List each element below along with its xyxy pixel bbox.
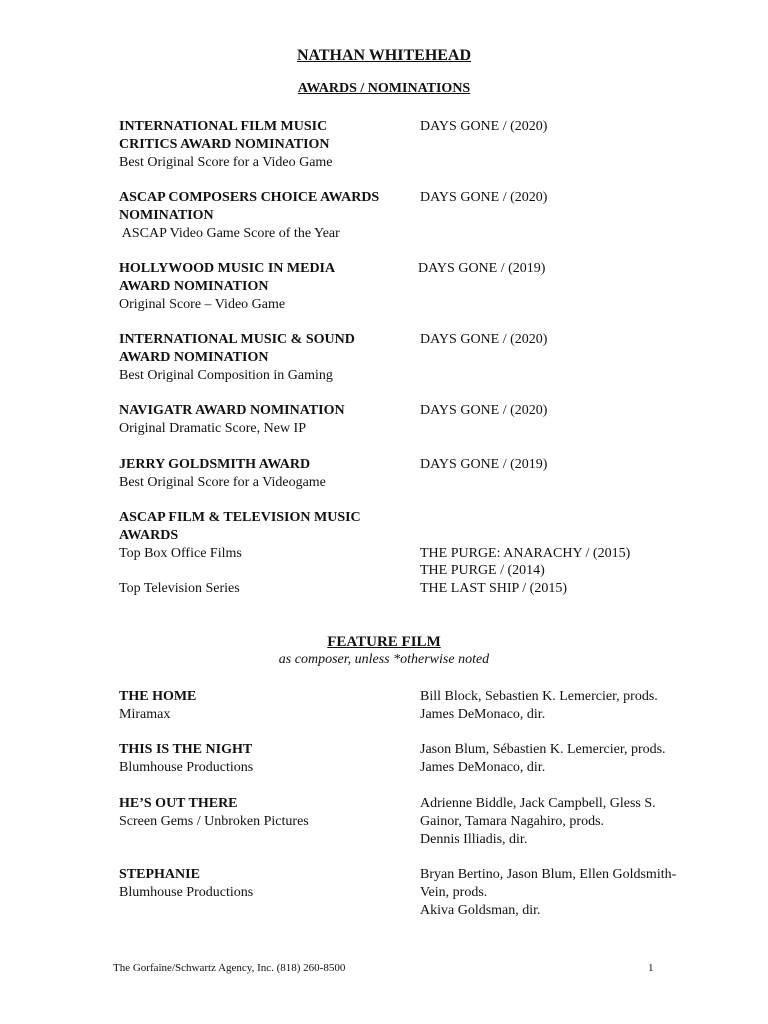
award-category-spacer: [119, 562, 411, 580]
award-title-line: AWARD NOMINATION: [119, 349, 269, 365]
footer-agency: The Gorfaine/Schwartz Agency, Inc. (818) 260-8500: [113, 962, 346, 974]
film-studio: Miramax: [119, 706, 171, 722]
feature-film-note: as composer, unless *otherwise noted: [278, 652, 490, 667]
award-category: Best Original Score for a Videogame: [119, 474, 326, 490]
award-project: DAYS GONE / (2020): [420, 119, 548, 134]
film-studio: Blumhouse Productions: [119, 759, 254, 775]
award-category: Original Dramatic Score, New IP: [119, 420, 306, 436]
award-title-line: INTERNATIONAL FILM MUSIC: [119, 119, 328, 134]
film-credit: Bill Block, Sebastien K. Lemercier, prods.: [420, 689, 658, 704]
award-project: DAYS GONE / (2020): [420, 190, 548, 205]
award-title-line: ASCAP COMPOSERS CHOICE AWARDS: [119, 190, 380, 205]
award-category: Best Original Score for a Video Game: [119, 154, 333, 170]
award-project: THE PURGE / (2014): [420, 563, 545, 579]
award-project: THE LAST SHIP / (2015): [420, 581, 567, 597]
footer-page-number: 1: [648, 962, 654, 974]
award-project: DAYS GONE / (2020): [420, 403, 548, 418]
award-project: DAYS GONE / (2020): [420, 332, 548, 347]
award-title-line: AWARD NOMINATION: [119, 278, 269, 294]
award-project: DAYS GONE / (2019): [420, 457, 548, 472]
film-credit: James DeMonaco, dir.: [420, 706, 546, 722]
film-credit: Dennis Illiadis, dir.: [420, 831, 528, 847]
film-credit: James DeMonaco, dir.: [420, 759, 546, 775]
award-category: Best Original Composition in Gaming: [119, 367, 333, 383]
film-title: THIS IS THE NIGHT: [119, 742, 253, 757]
award-category: ASCAP Video Game Score of the Year: [119, 225, 340, 241]
film-credit: Adrienne Biddle, Jack Campbell, Gless S.: [420, 796, 656, 811]
film-credit: Akiva Goldsman, dir.: [420, 902, 541, 918]
award-category: Top Box Office Films: [119, 545, 242, 561]
film-title: THE HOME: [119, 689, 197, 704]
award-title-line: CRITICS AWARD NOMINATION: [119, 136, 330, 152]
film-credit: Jason Blum, Sébastien K. Lemercier, prods.: [420, 742, 666, 757]
award-project: THE PURGE: ANARACHY / (2015): [420, 545, 631, 561]
document-title: NATHAN WHITEHEAD: [296, 47, 472, 64]
award-category: Original Score – Video Game: [119, 296, 286, 312]
film-credit: Bryan Bertino, Jason Blum, Ellen Goldsmith-: [420, 867, 677, 882]
award-title-line: JERRY GOLDSMITH AWARD: [119, 457, 311, 472]
film-credit: Gainor, Tamara Nagahiro, prods.: [420, 813, 605, 829]
film-studio: Blumhouse Productions: [119, 884, 254, 900]
award-category: Top Television Series: [119, 581, 240, 597]
award-title-line: NAVIGATR AWARD NOMINATION: [119, 403, 345, 418]
award-title-line: AWARDS: [119, 527, 179, 543]
award-title-line: INTERNATIONAL MUSIC & SOUND: [119, 332, 355, 347]
award-project: DAYS GONE / (2019): [418, 261, 546, 276]
award-title-line: HOLLYWOOD MUSIC IN MEDIA: [119, 261, 336, 276]
film-studio: Screen Gems / Unbroken Pictures: [119, 813, 309, 829]
award-title-line: ASCAP FILM & TELEVISION MUSIC: [119, 510, 361, 525]
film-title: STEPHANIE: [119, 867, 200, 882]
award-title-line: NOMINATION: [119, 207, 214, 223]
awards-heading: AWARDS / NOMINATIONS: [297, 81, 471, 96]
film-credit: Vein, prods.: [420, 884, 488, 900]
film-title: HE’S OUT THERE: [119, 796, 238, 811]
feature-film-heading: FEATURE FILM: [327, 634, 441, 650]
